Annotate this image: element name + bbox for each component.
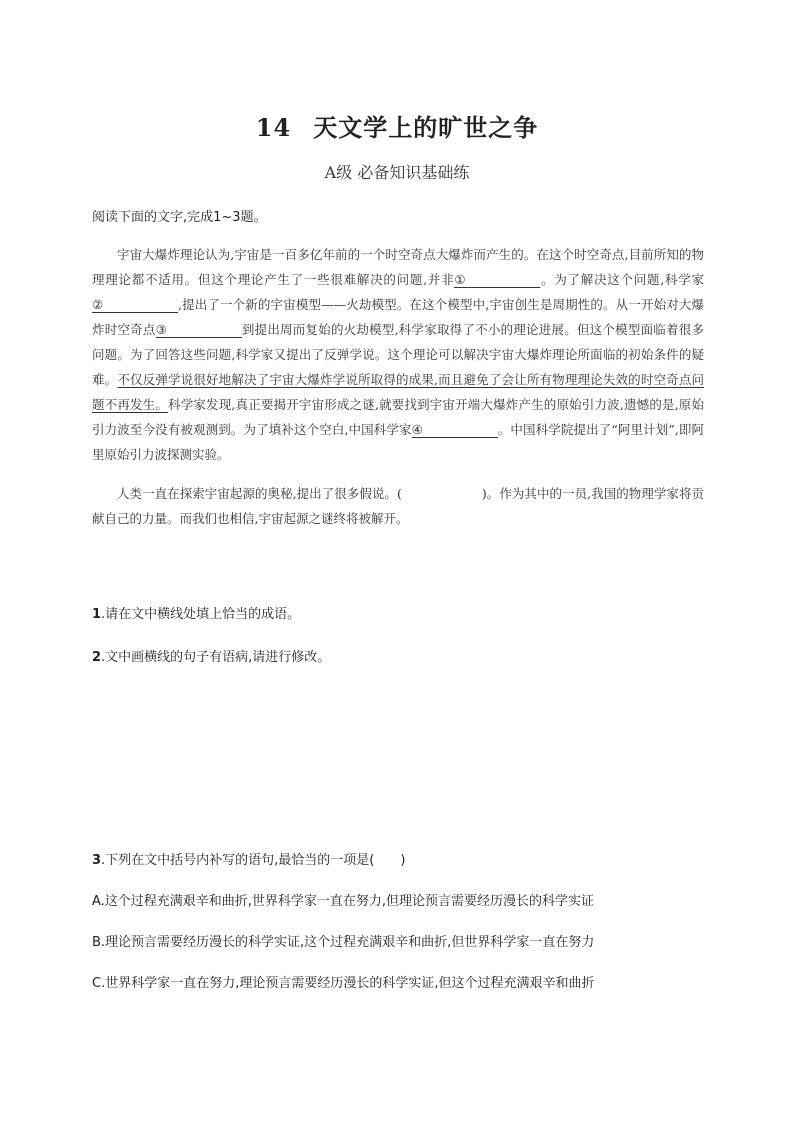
- reading-passage: [92, 242, 704, 531]
- page-title: [0, 108, 794, 143]
- question-2: [92, 646, 330, 665]
- reading-instruction: 阅读下面的文字,完成1~3题。: [92, 210, 267, 225]
- blank-3-marker: ③: [155, 322, 167, 337]
- underlined-sentence: 不仅反弹学说很好地解决了宇宙大爆炸学说所取得的成果,而且避免了会让所有物理理论失效的时空奇点问题不再发生。: [92, 372, 704, 412]
- lesson-title: 天文学上的旷世之争: [313, 114, 539, 142]
- passage-text: 人类一直在探索宇宙起源的奥秘,提出了很多假说。(: [117, 486, 402, 501]
- blank-1[interactable]: [454, 272, 540, 288]
- blank-1-marker: ①: [454, 272, 466, 287]
- blank-4[interactable]: [412, 422, 498, 438]
- passage-text: 科学家发现,真正要揭开宇宙形成之谜,就要找到宇宙开端大爆炸产生的原始引力波,遗憾的是,原始引力波至今没有被观测到。为了填补这个空白,中国科学家: [92, 397, 704, 437]
- option-b[interactable]: B.理论预言需要经历漫长的科学实证,这个过程充满艰辛和曲折,但世界科学家一直在努力: [92, 935, 595, 950]
- passage-paragraph-1: [92, 242, 704, 467]
- blank-2-marker: ②: [92, 297, 104, 312]
- passage-text: )。作为其中的一员,我国的物理学家将贡献自己的力量。而我们也相信,宇宙起源之谜终将被解开。: [92, 486, 704, 526]
- passage-paragraph-2: [92, 481, 704, 531]
- question-3: [92, 849, 405, 868]
- section-subtitle: A级 必备知识基础练: [324, 163, 470, 182]
- question-text: .文中画横线的句子有语病,请进行修改。: [101, 650, 331, 665]
- question-number: 1: [92, 607, 102, 622]
- question-number: 3: [92, 853, 102, 868]
- blank-3[interactable]: [156, 322, 242, 338]
- passage-text: 。为了解决这个问题,科学家: [540, 272, 704, 287]
- passage-text: 宇宙大爆炸理论认为,宇宙是一百多亿年前的一个时空奇点大爆炸而产生的。在这个时空奇点,目前所知的物理理论都不适用。但这个理论产生了一些很难解决的问题,并非: [92, 247, 704, 287]
- blank-2[interactable]: [92, 297, 178, 313]
- question-text: .请在文中横线处填上恰当的成语。: [101, 607, 301, 622]
- option-c[interactable]: C.世界科学家一直在努力,理论预言需要经历漫长的科学实证,但这个过程充满艰辛和曲折: [92, 976, 595, 991]
- passage-text: 。中国科学院提出了“阿里计划”,即阿里原始引力波探测实验。: [92, 422, 704, 462]
- option-a[interactable]: A.这个过程充满艰辛和曲折,世界科学家一直在努力,但理论预言需要经历漫长的科学实证: [92, 894, 595, 909]
- question-1: [92, 603, 300, 622]
- question-text: .下列在文中括号内补写的语句,最恰当的一项是( ): [101, 853, 406, 868]
- question-number: 2: [92, 650, 102, 665]
- lesson-number: 14: [255, 113, 292, 142]
- passage-text: ,提出了一个新的宇宙模型——火劫模型。在这个模型中,宇宙创生是周期性的。从一开始对大爆炸时空奇点: [92, 297, 704, 337]
- passage-text: 到提出周而复始的火劫模型,科学家取得了不小的理论进展。但这个模型面临着很多问题。为了回答这些问题,科学家又提出了反弹学说。这个理论可以解决宇宙大爆炸理论所面临的初始条件的疑难。: [92, 322, 704, 387]
- blank-4-marker: ④: [411, 422, 423, 437]
